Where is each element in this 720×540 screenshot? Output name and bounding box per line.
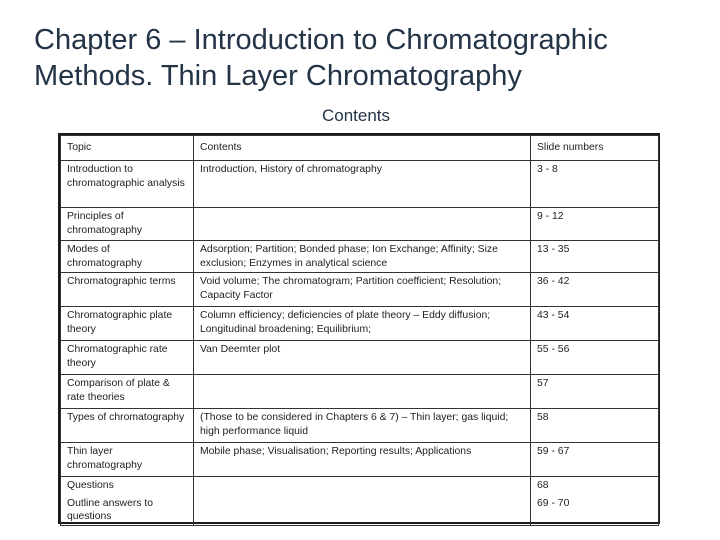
row-contents: Mobile phase; Visualisation; Reporting results; Applications: [194, 443, 531, 477]
row-contents: Van Deemter plot: [194, 341, 531, 375]
row-topic: Thin layer chromatography: [61, 443, 194, 477]
header-slide-numbers: Slide numbers: [531, 136, 659, 161]
header-topic: Topic: [61, 136, 194, 161]
row-slides: 59 - 67: [531, 443, 659, 477]
row-topic: Principles of chromatography: [61, 208, 194, 241]
table-row: [61, 208, 659, 241]
row-contents: [194, 375, 531, 409]
row-topic: Modes of chromatography: [61, 241, 194, 273]
row-contents: Column efficiency; deficiencies of plate theory – Eddy diffusion; Longitudinal broadening; Equilibrium;: [194, 307, 531, 341]
row-slides: 58: [531, 409, 659, 443]
table-row: [61, 409, 659, 443]
row-contents: Introduction, History of chromatography: [194, 161, 531, 208]
row-slides: 36 - 42: [531, 273, 659, 307]
contents-table: [60, 135, 659, 526]
table-row: [61, 443, 659, 477]
table-row: [61, 161, 659, 208]
row-contents: (Those to be considered in Chapters 6 & 7) – Thin layer; gas liquid; high performance liquid: [194, 409, 531, 443]
row-topic-outline-answers: Outline answers to questions: [67, 497, 154, 522]
row-topic: Chromatographic rate theory: [61, 341, 194, 375]
row-slides: 9 - 12: [531, 208, 659, 241]
row-topic: Types of chromatography: [61, 409, 194, 443]
slide-title-line-2: Methods. Thin Layer Chromatography: [34, 60, 522, 92]
row-topic: Chromatographic plate theory: [61, 307, 194, 341]
row-slides: 43 - 54: [531, 307, 659, 341]
row-topic: Comparison of plate & rate theories: [61, 375, 194, 409]
header-contents: Contents: [194, 136, 531, 161]
table-row: [61, 477, 659, 526]
row-contents: Void volume; The chromatogram; Partition coefficient; Resolution; Capacity Factor: [194, 273, 531, 307]
slide-subtitle: Contents: [321, 106, 391, 125]
row-contents: [194, 208, 531, 241]
row-topic: [61, 477, 194, 526]
table-row: [61, 273, 659, 307]
table-row: [61, 341, 659, 375]
table-row: [61, 375, 659, 409]
row-slides: 13 - 35: [531, 241, 659, 273]
row-topic: Chromatographic terms: [61, 273, 194, 307]
slide-title-line-1: Chapter 6 – Introduction to Chromatographic: [34, 24, 608, 56]
contents-table-container: [58, 133, 660, 524]
table-row: [61, 307, 659, 341]
row-slides: 55 - 56: [531, 341, 659, 375]
row-contents: Adsorption; Partition; Bonded phase; Ion Exchange; Affinity; Size exclusion; Enzymes in analytical science: [194, 241, 531, 273]
row-topic-questions: Questions: [67, 480, 114, 491]
row-slides: [531, 477, 659, 526]
row-topic: Introduction to chromatographic analysis: [61, 161, 194, 208]
row-slides: 57: [531, 375, 659, 409]
row-contents: [194, 477, 531, 526]
row-slides-questions: 68: [537, 480, 549, 491]
table-row: [61, 241, 659, 273]
row-slides-outline-answers: 69 - 70: [537, 497, 570, 509]
slide-title: [34, 22, 694, 94]
row-slides: 3 - 8: [531, 161, 659, 208]
table-header-row: [61, 136, 659, 161]
